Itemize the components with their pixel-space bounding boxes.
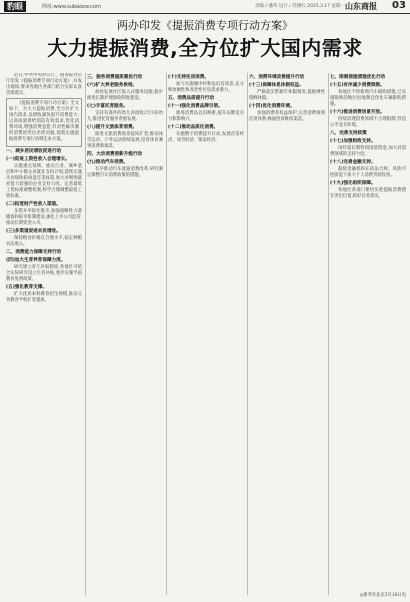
page-number: 03 [392,0,406,11]
section-heading: 七、限制措施清理优化行动 [330,75,386,80]
item-heading: (十七)加强财政支持。 [330,139,376,144]
section-heading: 四、大宗消费更新升级行动 [87,152,143,157]
item-body: 各地区各部门要切实把提振消费摆在突出位置,抓好任务落实。 [330,188,406,199]
section-heading: 二、消费能力保障支持行动 [6,250,62,255]
item-heading: (十六)推进消费场景开放。 [330,110,385,115]
item-heading: (十一)强化消费品牌引领。 [168,104,223,109]
item-body: 支持有条件的幼儿园招收2至3岁幼儿,推进托育服务普惠发展。 [87,111,163,122]
site-url: 网址:www.subaoxw.com [42,4,101,10]
item-heading: (十二)推动品质化消费。 [168,125,219,130]
item-body: 加快发展社区嵌入式服务设施,稳步推进长期护理保险制度建设。 [87,90,163,101]
item-heading: (五)强化教育支撑。 [6,285,47,290]
intro-paragraph: 《提振消费专项行动方案》全文如下。为大力提振消费,全方位扩大国内需求,以增收减负提升消费能力,以高质量供给创造有效需求,优化消费环境,增强消费意愿,针对性解决制约消费的突出矛盾问题,现就实施提振消费专项行动制定本方案。 [9,101,79,142]
article-headline: 大力提振消费,全方位扩大国内需求 [47,36,363,60]
item-heading: (十九)强化组织保障。 [330,181,376,186]
item-body: 各地区不得新增汽车限购措施,已实施限购的地区因地制宜优化车辆限购措施。 [330,90,406,107]
item-heading: (十三)保障休息休假权益。 [249,83,304,88]
section-name: 山东商报 [345,2,377,11]
item-heading: (二)拓宽财产性收入渠道。 [6,202,61,207]
item-body: 用好超长期特别国债资金,加大对消费领域的支持力度。 [330,146,406,157]
item-body: 有序推动汽车流通消费改革,研究制定调整汽车消费政策的措施。 [87,167,163,178]
item-body: 保持粮食价格在合理水平,稳定种粮农民收入。 [6,236,82,247]
item-body: 严格落实带薪年休假制度,鼓励弹性错峰休假。 [249,90,325,101]
news-agency-credit: ◎新华社北京3月16日电 [359,593,406,598]
column-4 [249,73,325,593]
item-body: 实施数字消费提升行动,发展首发经济、冰雪经济、银发经济。 [168,132,244,143]
item-body: 鼓励金融机构在依法合规、风险可控前提下加大个人消费贷款投放。 [330,167,406,178]
column-divider [328,73,329,595]
item-body: 推进消费品以旧换新,提升品牌竞争力和影响力。 [168,111,244,122]
intro-box [6,98,82,147]
item-heading: (三)多渠道促进农民增收。 [6,229,61,234]
item-body: 加强消费者权益保护,完善消费领域信用体系,畅通投诉维权渠道。 [249,111,325,122]
item-body: 多措并举稳住股市,加强战略性力量储备和稳市机制建设,强化上市公司监管,推动长期资金入市。 [6,209,82,226]
paper-logo: 豹眼 [4,1,26,12]
lede-paragraph: 近日,中共中央办公厅、国务院办公厅印发《提振消费专项行动方案》,并发出通知,要求各地区各部门结合实际认真贯彻落实。 [6,73,82,96]
section-heading: 六、消费环境改善提升行动 [249,75,305,80]
item-heading: (十五)有序减少消费限制。 [330,83,385,88]
item-body: 加力实施城中村和危旧房改造,充分释放刚性和改善性住房需求潜力。 [168,82,244,93]
editor-credits: 责编 / 潘华 设计 / 苏捷红 2025.3.17 星期一 [255,4,345,9]
item-body: 推进文旅消费场景提质扩容,推动冰雪运动、户外运动持续发展,培育体育赛事消费新场景。 [87,132,163,149]
item-heading: (一)促进工资性收入合理增长。 [6,157,70,162]
column-5 [330,73,406,593]
column-divider [166,73,167,595]
item-body: 扩大优质本科教育招生规模,推动义务教育学校扩容提质。 [6,292,82,303]
item-body: 研究建立育儿补贴制度,各地区可结合实际研究设立生育补贴,逐步实施学前教育免费政策。 [6,265,82,282]
section-heading: 三、服务消费提质惠民行动 [87,75,143,80]
section-heading: 五、消费品质提升行动 [168,96,214,101]
column-3 [168,73,244,593]
column-2 [87,73,163,593]
item-heading: (六)扩大养老服务供给。 [87,83,138,88]
section-heading: 八、完善支持政策 [330,131,367,136]
item-body: 持续清理消费领域不合理限制,营造公平竞争环境。 [330,117,406,128]
item-heading: (十四)优化消费环境。 [249,104,295,109]
item-heading: (八)提升文旅体育消费。 [87,125,138,130]
item-heading: (十)支持住房消费。 [168,75,209,80]
article-subtitle: 两办印发《提振消费专项行动方案》 [117,19,293,32]
column-divider [247,73,248,595]
section-heading: 一、城乡居民增收促进行动 [6,149,62,154]
column-1 [6,73,82,593]
item-heading: (七)丰富托育服务。 [87,104,128,109]
masthead [0,0,410,14]
item-heading: (四)加大生育养育保障力度。 [6,258,66,263]
item-heading: (十八)完善金融支持。 [330,160,376,165]
column-divider [85,73,86,595]
item-body: 实施重点领域、重点行业、城乡基层和中小微企业就业支持计划,延续实施失业保险稳岗返还等政策,加大对吸纳就业能力较强的企业支持力度。完善最低工资标准调整机制,科学合理调整最低工资标准。 [6,164,82,199]
item-heading: (九)推动汽车消费。 [87,160,128,165]
